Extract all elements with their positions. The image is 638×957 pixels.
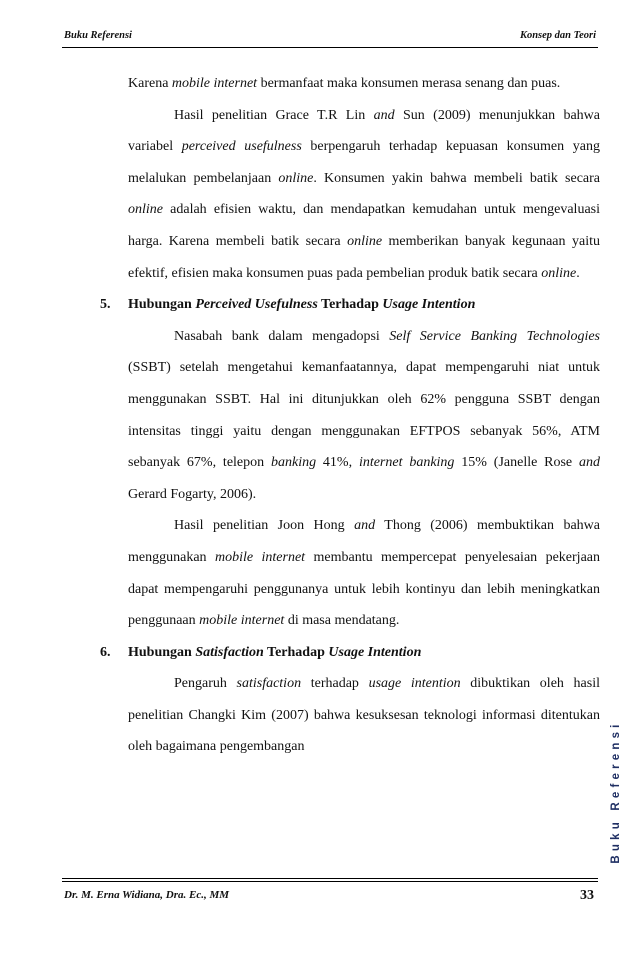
text-run: Terhadap: [317, 297, 383, 313]
text-run: dibuktikan oleh hasil penelitian Changki Kim (2007) bahwa kesuksesan teknologi informasi ditentukan oleh bagaimana pengembangan: [128, 676, 600, 755]
text-run: Terhadap: [263, 644, 329, 660]
italic-term: and: [373, 107, 395, 123]
italic-term: mobile internet: [214, 549, 306, 565]
text-run: membantu mempercepat penyelesaian pekerjaan dapat mempengaruhi penggunanya untuk lebih kontinyu dan lebih meningkatkan penggunaan: [128, 549, 601, 629]
italic-term: perceived usefulness: [181, 139, 302, 155]
text-run: Hubungan: [128, 297, 196, 313]
text-run: di masa mendatang.: [284, 613, 400, 629]
paragraph: [128, 100, 600, 290]
side-tab-label: Buku Referensi: [610, 720, 622, 864]
text-run: Nasabah bank dalam mengadopsi: [174, 328, 390, 344]
running-header: [64, 30, 596, 46]
text-run: Hubungan: [128, 644, 196, 660]
paragraph: [128, 68, 600, 100]
italic-term: Usage Intention: [328, 644, 422, 660]
text-run: berpengaruh terhadap kepuasan konsumen yang melalukan pembelanjaan: [128, 139, 600, 186]
text-run: Karena: [128, 76, 172, 91]
page-footer: [64, 889, 596, 907]
italic-term: usage intention: [368, 676, 461, 692]
italic-term: online: [128, 202, 163, 218]
text-run: . Konsumen yakin bahwa membeli batik secara: [313, 170, 600, 186]
italic-term: online: [347, 233, 383, 249]
italic-term: online: [541, 265, 577, 281]
paragraph: [128, 510, 600, 636]
italic-term: Self Service Banking Technologies: [389, 328, 600, 344]
footer-rule: [62, 881, 598, 882]
italic-term: Perceived Usefulness: [195, 297, 318, 313]
text-run: Pengaruh: [174, 676, 237, 692]
italic-term: and: [579, 455, 600, 471]
italic-term: banking: [270, 455, 317, 471]
text-run: .: [576, 265, 580, 281]
footer-rule: [62, 878, 598, 879]
text-run: 15% (Janelle Rose: [454, 455, 579, 471]
page-body: [100, 68, 600, 763]
section-title: [128, 645, 421, 660]
italic-term: satisfaction: [236, 676, 302, 692]
text-run: (SSBT) setelah mengetahui kemanfaatannya, dapat mempengaruhi niat untuk menggunakan SSBT. Hal ini ditunjukkan oleh 62% pengguna SSBT dengan intensitas tinggi yaitu dengan menggunakan EFTPOS sebanyak 56%, ATM sebanyak 67%, telepon: [128, 360, 600, 471]
italic-term: mobile internet: [171, 76, 258, 91]
italic-term: internet banking: [358, 455, 455, 471]
section-heading-6: [100, 637, 600, 669]
footer-author: Dr. M. Erna Widiana, Dra. Ec., MM: [64, 889, 230, 901]
section-heading-5: [100, 289, 600, 321]
italic-term: Satisfaction: [195, 644, 264, 660]
text-run: terhadap: [301, 676, 369, 692]
text-run: Sun (2009) menunjukkan bahwa variabel: [128, 107, 600, 155]
italic-term: online: [278, 170, 314, 186]
text-run: Gerard Fogarty, 2006).: [128, 486, 257, 502]
section-title: [128, 297, 475, 312]
side-tab: [604, 720, 628, 864]
page-number: 33: [580, 888, 594, 903]
text-run: bermanfaat maka konsumen merasa senang dan puas.: [257, 76, 561, 91]
italic-term: and: [354, 518, 376, 534]
header-book-title: Buku Referensi: [64, 30, 132, 41]
section-number: 5.: [100, 297, 111, 313]
header-rule: [62, 47, 598, 48]
text-run: Thong (2006) membuktikan bahwa menggunakan: [128, 518, 600, 565]
text-run: Hasil penelitian Joon Hong: [174, 518, 355, 534]
text-run: adalah efisien waktu, dan mendapatkan kemudahan untuk mengevaluasi harga. Karena membeli batik secara: [128, 202, 600, 249]
italic-term: mobile internet: [199, 613, 285, 629]
paragraph: [128, 668, 600, 763]
text-run: memberikan banyak kegunaan yaitu efektif, efisien maka konsumen puas pada pembelian produk batik secara: [128, 233, 600, 281]
section-number: 6.: [100, 644, 111, 660]
header-chapter-title: Konsep dan Teori: [519, 30, 596, 41]
text-run: 41%,: [316, 455, 359, 471]
text-run: Hasil penelitian Grace T.R Lin: [174, 107, 374, 123]
paragraph: [128, 321, 600, 511]
italic-term: Usage Intention: [382, 297, 476, 313]
